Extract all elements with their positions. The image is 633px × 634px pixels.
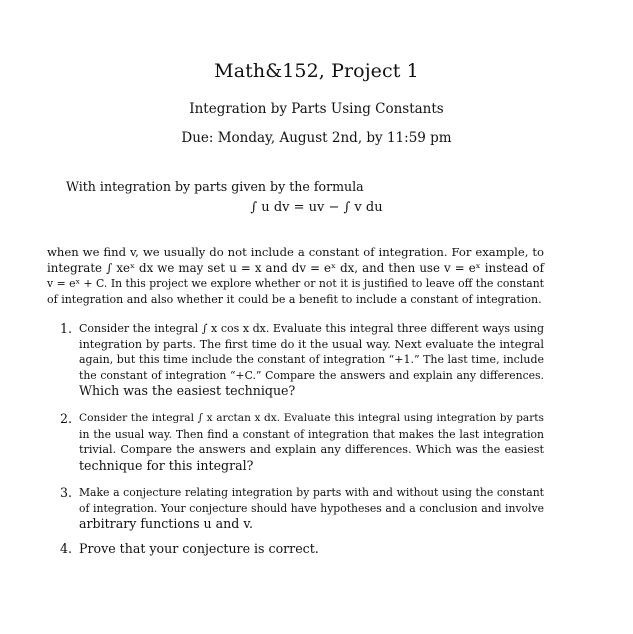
item-body xyxy=(79,321,544,399)
item-number: 2. xyxy=(60,411,73,426)
item-line: Consider the integral ∫ x cos x dx. Evaluate this integral three different ways using xyxy=(79,322,544,335)
item-number: 4. xyxy=(60,541,73,556)
intro-lead: With integration by parts given by the formula xyxy=(66,179,364,194)
formula-text: ∫ u dv = uv − ∫ v du xyxy=(250,200,383,215)
intro-paragraph xyxy=(47,245,544,307)
item-body xyxy=(79,541,544,557)
item-line: trivial. Compare the answers and explain any differences. Which was the easiest xyxy=(79,443,544,457)
item-line: arbitrary functions u and v. xyxy=(79,516,253,532)
item-body xyxy=(79,411,544,473)
item-body xyxy=(79,485,544,532)
page-title: Math&152, Project 1 xyxy=(214,60,419,82)
integration-by-parts-formula xyxy=(0,200,633,240)
item-line: in the usual way. Then find a constant of integration that makes the last integration xyxy=(79,427,544,441)
page-subtitle: Integration by Parts Using Constants xyxy=(189,101,444,117)
item-number: 3. xyxy=(60,485,73,500)
item-line: technique for this integral? xyxy=(79,457,254,473)
item-line: Consider the integral ∫ x arctan x dx. Evaluate this integral using integration by parts xyxy=(79,412,544,424)
paragraph-line: v = eˣ + C. In this project we explore whether or not it is justified to leave off the constant xyxy=(47,277,544,291)
item-line: Prove that your conjecture is correct. xyxy=(79,541,319,556)
item-line: Which was the easiest technique? xyxy=(79,383,296,399)
paragraph-line: integrate ∫ xeˣ dx we may set u = x and dv = eˣ dx, and then use v = eˣ instead of xyxy=(47,260,544,275)
item-number: 1. xyxy=(60,321,73,336)
item-line: the constant of integration “+C.” Compare the answers and explain any differences. xyxy=(79,368,544,382)
paragraph-line: of integration and also whether it could be a benefit to include a constant of integration. xyxy=(47,292,542,306)
item-line: again, but this time include the constant of integration “+1.” The last time, include xyxy=(79,353,544,367)
item-line: Make a conjecture relating integration by parts with and without using the constant xyxy=(79,486,544,499)
due-date: Due: Monday, August 2nd, by 11:59 pm xyxy=(181,130,452,146)
item-line: integration by parts. The first time do it the usual way. Next evaluate the integral xyxy=(79,337,544,351)
paragraph-line: when we find v, we usually do not include a constant of integration. For example, to xyxy=(47,245,544,259)
item-line: of integration. Your conjecture should have hypotheses and a conclusion and involve xyxy=(79,501,544,515)
